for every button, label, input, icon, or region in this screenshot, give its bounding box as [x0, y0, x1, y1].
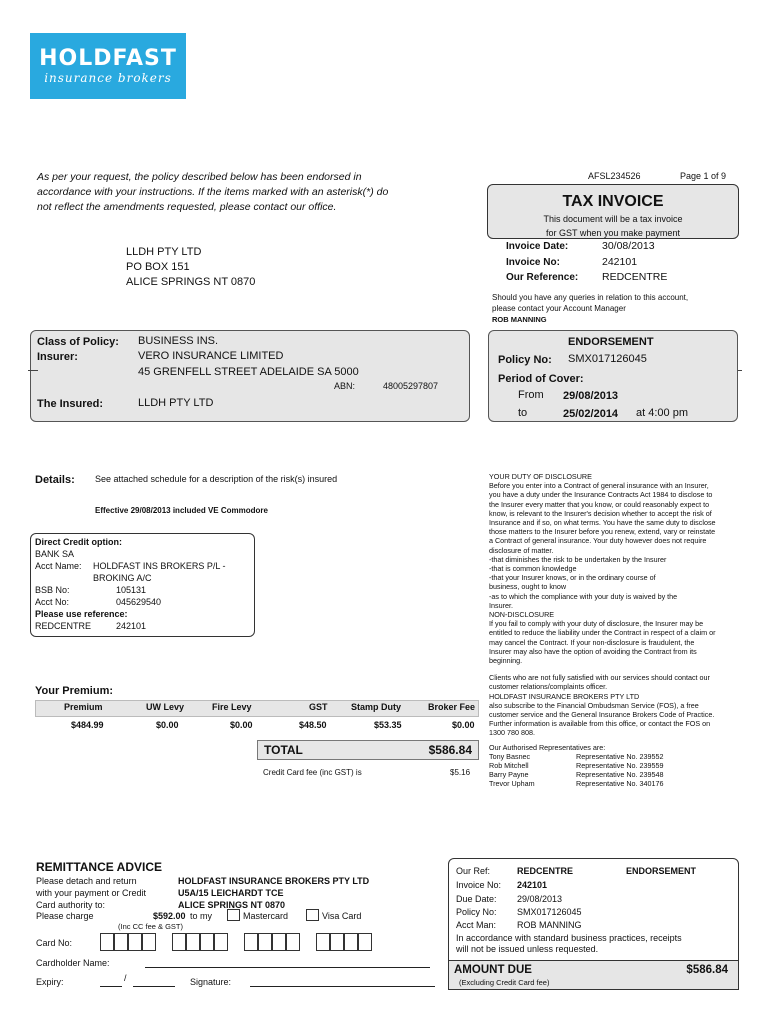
our-ref-label: Our Ref: [456, 866, 491, 876]
class-of-policy-label: Class of Policy: [37, 336, 119, 348]
cc-fee-label: Credit Card fee (inc GST) is [263, 768, 362, 777]
duty-line: NON-DISCLOSURE [489, 610, 555, 620]
clients-line: also subscribe to the Financial Ombudsman Service (FOS), a free [489, 700, 699, 710]
fold-mark-left [28, 370, 38, 371]
clients-line: customer relations/complaints officer. [489, 682, 608, 692]
uw-levy-value: $0.00 [156, 720, 179, 730]
policy-no: SMX017126045 [568, 353, 647, 365]
tax-invoice-subtitle-1: This document will be a tax invoice [543, 214, 683, 224]
duty-line: Before you enter into a Contract of general insurance with an Insurer, [489, 481, 709, 491]
cover-time: at 4:00 pm [636, 407, 688, 419]
card-digit-box[interactable] [344, 933, 358, 951]
invoice-date-label: Invoice Date: [506, 241, 569, 252]
duty-line: -that your Insurer knows, or in the ordinary course of [489, 573, 656, 583]
rep-name: Barry Payne [489, 770, 529, 780]
due-date: 29/08/2013 [517, 894, 563, 904]
card-digit-box[interactable] [128, 933, 142, 951]
effective-note: Effective 29/08/2013 included VE Commodore [95, 506, 268, 515]
stamp-duty-header: Stamp Duty [351, 702, 402, 712]
duty-line: Insurance and if so, on what terms. You have the same duty to disclose [489, 518, 716, 528]
signature-line[interactable] [250, 986, 435, 987]
reps-title: Our Authorised Representatives are: [489, 742, 606, 752]
acct-name-label: Acct Name: [35, 561, 82, 571]
amount-due: $586.84 [686, 964, 728, 976]
insurer-label: Insurer: [37, 351, 78, 363]
duty-line: those matters to the Insurer before you renew, extend, vary or reinstate [489, 527, 716, 537]
insured-label: The Insured: [37, 398, 104, 410]
use-reference-title: Please use reference: [35, 609, 128, 619]
remit-address [178, 875, 369, 911]
amount-due-box [448, 960, 739, 990]
cover-to: 25/02/2014 [563, 408, 619, 420]
ref-policy: SMX017126045 [517, 907, 582, 917]
excl-cc-note: (Excluding Credit Card fee) [459, 978, 550, 987]
bsb: 105131 [116, 585, 147, 595]
duty-line: Insurer. [489, 600, 513, 610]
client-address [126, 245, 255, 290]
insurer: VERO INSURANCE LIMITED [138, 350, 284, 362]
insured: LLDH PTY LTD [138, 397, 214, 409]
address-line-1: LLDH PTY LTD [126, 246, 202, 258]
total-box [257, 740, 479, 760]
to-label: to [518, 407, 528, 419]
to-my-text: to my [190, 911, 213, 921]
acct-name-2: BROKING A/C [93, 573, 152, 583]
invoice-no: 242101 [602, 256, 638, 268]
rep-row [489, 779, 717, 788]
account-manager: ROB MANNING [492, 315, 547, 324]
duty-line: entitled to reduce the liability under the Contract in respect of a claim or [489, 628, 716, 638]
duty-of-disclosure [489, 472, 717, 789]
card-number-boxes[interactable] [100, 933, 372, 951]
card-digit-box[interactable] [186, 933, 200, 951]
remit-instr-1: Please detach and return [36, 876, 137, 886]
expiry-month-line[interactable] [100, 986, 122, 987]
uw-levy-header: UW Levy [146, 702, 185, 712]
card-digit-box[interactable] [172, 933, 186, 951]
query-text-1: Should you have any queries in relation to this account, [492, 293, 689, 302]
acct-name-1: HOLDFAST INS BROKERS P/L - [93, 561, 226, 571]
clients-lines [489, 673, 717, 737]
card-digit-box[interactable] [272, 933, 286, 951]
rep-number: Representative No. 239552 [576, 751, 664, 761]
card-digit-box[interactable] [358, 933, 372, 951]
query-note [492, 292, 722, 325]
card-digit-box[interactable] [316, 933, 330, 951]
our-reference: REDCENTRE [602, 271, 668, 283]
cover-from: 29/08/2013 [563, 390, 619, 402]
invoice-date: 30/08/2013 [602, 240, 655, 252]
remit-instr-2: with your payment or Credit [36, 888, 147, 898]
tax-invoice-title: TAX INVOICE [562, 193, 664, 210]
remit-addr-2: ALICE SPRINGS NT 0870 [178, 900, 286, 910]
total-label: TOTAL [264, 743, 303, 757]
duty-line: the Insurer every matter that you know, or could reasonably expect to [489, 499, 710, 509]
reference-2: 242101 [116, 621, 147, 631]
broker-fee-header: Broker Fee [428, 702, 476, 712]
card-digit-box[interactable] [114, 933, 128, 951]
amount-due-label: AMOUNT DUE [454, 964, 532, 976]
remit-instr-3: Card authority to: [36, 900, 106, 910]
clients-line: HOLDFAST INSURANCE BROKERS PTY LTD [489, 691, 640, 701]
cardholder-label: Cardholder Name: [36, 958, 110, 968]
rep-number: Representative No. 239548 [576, 770, 664, 780]
card-digit-box[interactable] [100, 933, 114, 951]
acct-man: ROB MANNING [517, 920, 582, 930]
rep-number: Representative No. 239559 [576, 761, 664, 771]
remittance-title: REMITTANCE ADVICE [36, 860, 162, 874]
duty-line: -that diminishes the risk to be undertaken by the Insurer [489, 554, 667, 564]
logo-wordmark: HOLDFAST [39, 46, 177, 71]
duty-line: -as to which the compliance with your duty is waived by the [489, 591, 678, 601]
charge-amount: $592.00 [153, 911, 186, 921]
duty-line: business, ought to know [489, 582, 567, 592]
expiry-label: Expiry: [36, 977, 64, 987]
acct-man-label: Acct Man: [456, 920, 497, 930]
duty-line: beginning. [489, 656, 523, 666]
card-digit-box[interactable] [142, 933, 156, 951]
reference-1: REDCENTRE [35, 621, 92, 631]
duty-lines [489, 472, 717, 665]
endorsement-title: ENDORSEMENT [568, 336, 654, 348]
abn-label: ABN: [334, 381, 356, 391]
duty-line: If you fail to comply with your duty of disclosure, the Insurer may be [489, 619, 704, 629]
remit-addr-1: U5A/15 LEICHARDT TCE [178, 888, 284, 898]
mastercard-label: Mastercard [243, 911, 289, 921]
class-of-policy: BUSINESS INS. [138, 335, 219, 347]
premium-header: Premium [64, 702, 103, 712]
card-digit-box[interactable] [200, 933, 214, 951]
receipt-note-2: will not be issued unless requested. [456, 944, 599, 954]
duty-line: YOUR DUTY OF DISCLOSURE [489, 472, 592, 481]
duty-line: disclosure of matter. [489, 545, 554, 555]
charge-label: Please charge [36, 911, 94, 921]
duty-line: you have a duty under the Insurance Contracts Act 1984 to disclose to [489, 490, 713, 500]
ref-policy-label: Policy No: [456, 907, 497, 917]
duty-line: -that is common knowledge [489, 564, 577, 574]
charge-inc-note: (Inc CC fee & GST) [118, 922, 184, 931]
tax-invoice-box [487, 184, 739, 239]
card-digit-box[interactable] [214, 933, 228, 951]
gst-value: $48.50 [299, 720, 327, 730]
expiry-slash: / [124, 973, 127, 983]
clients-line: Clients who are not fully satisfied with our services should contact our [489, 673, 710, 683]
due-date-label: Due Date: [456, 894, 497, 904]
expiry-year-line[interactable] [133, 986, 175, 987]
card-digit-box[interactable] [286, 933, 300, 951]
card-digit-box[interactable] [258, 933, 272, 951]
acct-no-label: Acct No: [35, 597, 70, 607]
premium-value: $484.99 [71, 720, 104, 730]
invoice-no-label: Invoice No: [506, 257, 560, 268]
visa-checkbox[interactable] [306, 909, 319, 921]
rep-name: Tony Basnec [489, 751, 531, 761]
duty-line: Insurer may also have the option of avoiding the Contract from its [489, 646, 697, 656]
remit-company: HOLDFAST INSURANCE BROKERS PTY LTD [178, 876, 370, 886]
fire-levy-value: $0.00 [230, 720, 253, 730]
reps-list [489, 752, 717, 789]
stamp-duty-value: $53.35 [374, 720, 402, 730]
cardholder-line[interactable] [145, 967, 430, 968]
direct-credit-title: Direct Credit option: [35, 537, 122, 547]
premium-title: Your Premium: [35, 685, 114, 697]
afsl-number: AFSL234526 [588, 171, 641, 181]
ref-invoice-no-label: Invoice No: [456, 880, 502, 890]
bsb-label: BSB No: [35, 585, 70, 595]
clients-line: Further information is available from this office, or contact the FOS on [489, 719, 711, 729]
rep-number: Representative No. 340176 [576, 779, 664, 789]
our-ref: REDCENTRE [517, 866, 574, 876]
card-digit-box[interactable] [244, 933, 258, 951]
remittance-instructions [36, 875, 146, 911]
insurer-address: 45 GRENFELL STREET ADELAIDE SA 5000 [138, 366, 359, 378]
tax-invoice-subtitle-2: for GST when you make payment [546, 228, 680, 238]
mastercard-checkbox[interactable] [227, 909, 240, 921]
card-no-label: Card No: [36, 938, 73, 948]
rep-name: Trevor Upham [489, 779, 535, 789]
policy-no-label: Policy No: [498, 354, 552, 366]
visa-label: Visa Card [322, 911, 362, 921]
logo-tagline: insurance brokers [44, 71, 172, 85]
from-label: From [518, 389, 544, 401]
premium-values-row [35, 717, 479, 734]
duty-line: know, is relevant to the Insurer's decision whether to accept the risk of [489, 508, 712, 518]
our-reference-label: Our Reference: [506, 272, 579, 283]
abn: 48005297807 [383, 381, 439, 391]
bank-name: BANK SA [35, 549, 75, 559]
ref-invoice-no: 242101 [517, 880, 548, 890]
duty-line: may cancel the Contract. If your non-disclosure is fraudulent, the [489, 637, 695, 647]
broker-fee-value: $0.00 [452, 720, 475, 730]
query-text-2: please contact your Account Manager [492, 304, 626, 313]
rep-row [489, 770, 717, 779]
gst-header: GST [309, 702, 328, 712]
page-number: Page 1 of 9 [680, 171, 727, 181]
address-line-3: ALICE SPRINGS NT 0870 [126, 276, 256, 288]
cc-fee: $5.16 [450, 768, 471, 777]
fire-levy-header: Fire Levy [212, 702, 252, 712]
total-amount: $586.84 [428, 743, 472, 757]
clients-line: customer service and the General Insurance Brokers Code of Practice. [489, 710, 715, 720]
rep-name: Rob Mitchell [489, 761, 529, 771]
ref-type: ENDORSEMENT [626, 866, 697, 876]
clients-line: 1300 780 808. [489, 728, 535, 738]
duty-line: a Contract of general insurance. Your duty however does not require [489, 536, 707, 546]
details-label: Details: [35, 474, 75, 486]
details-text: See attached schedule for a description of the risk(s) insured [95, 474, 338, 484]
signature-label: Signature: [190, 977, 232, 987]
card-digit-box[interactable] [330, 933, 344, 951]
period-of-cover-label: Period of Cover: [498, 373, 584, 385]
rep-row [489, 752, 717, 761]
holdfast-logo [30, 33, 186, 99]
intro-text: As per your request, the policy described below has been endorsed in accordance with your instructions. If the items marked with an asterisk(*) do not reflect the amendments requested, please contact our office. [37, 171, 389, 213]
address-line-2: PO BOX 151 [126, 261, 190, 273]
acct-no: 045629540 [116, 597, 162, 607]
receipt-note-1: In accordance with standard business practices, receipts [456, 933, 682, 943]
rep-row [489, 761, 717, 770]
